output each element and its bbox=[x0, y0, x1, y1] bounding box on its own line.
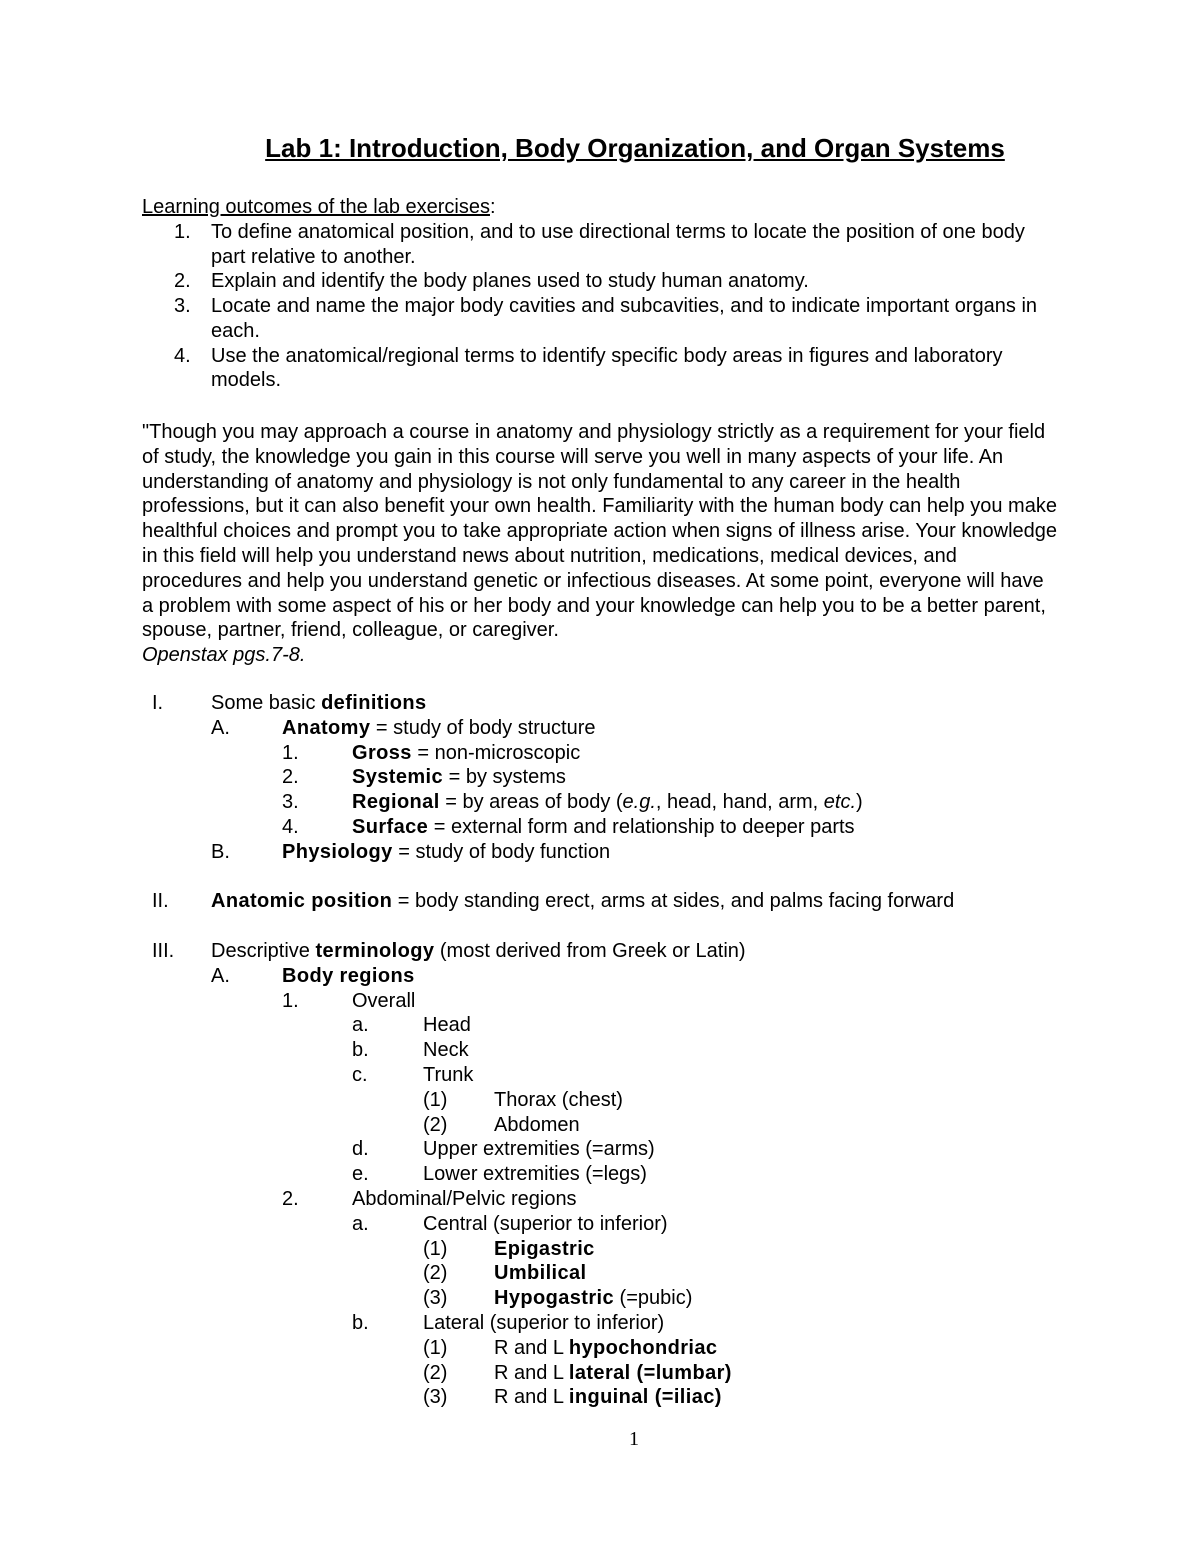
bold-term: inguinal (=iliac) bbox=[568, 1386, 722, 1409]
outcome-text: part relative to another. bbox=[211, 245, 416, 268]
outline-label: II. bbox=[152, 890, 169, 913]
outline-text: Thorax (chest) bbox=[494, 1088, 623, 1111]
outcomes-heading-colon: : bbox=[489, 196, 496, 218]
outline-text: (=pubic) bbox=[614, 1287, 693, 1310]
outline-item bbox=[282, 840, 610, 865]
outline-label: c. bbox=[352, 1064, 368, 1086]
outline-label: (2) bbox=[423, 1113, 448, 1136]
outline-text: = body standing erect, arms at sides, and palms facing forward bbox=[392, 890, 955, 913]
outline-item bbox=[423, 1038, 469, 1063]
bold-term: lateral (=lumbar) bbox=[568, 1361, 732, 1384]
outline-item bbox=[494, 1385, 722, 1410]
outcome-number: 3. bbox=[174, 295, 191, 318]
bold-term: Physiology bbox=[282, 840, 393, 863]
quote-line: "Though you may approach a course in anatomy and physiology strictly as a requirement for your field bbox=[142, 421, 1046, 443]
outline-item bbox=[352, 815, 855, 840]
outline-item bbox=[352, 989, 415, 1014]
page-number: 1 bbox=[629, 1428, 639, 1450]
outline-item bbox=[494, 1088, 623, 1113]
outcome-number: 1. bbox=[174, 221, 191, 243]
outline-text: (most derived from Greek or Latin) bbox=[434, 940, 746, 962]
outline-label: 3. bbox=[282, 791, 299, 814]
outline-label: (2) bbox=[423, 1361, 448, 1384]
citation: Openstax pgs.7-8. bbox=[142, 644, 306, 666]
italic-text: etc. bbox=[823, 791, 857, 814]
outline-item bbox=[282, 716, 596, 741]
outline-item bbox=[352, 741, 580, 766]
outline-label: (2) bbox=[423, 1262, 448, 1285]
outline-label: b. bbox=[352, 1039, 369, 1062]
bold-term: Hypogastric bbox=[494, 1287, 614, 1310]
outline-item bbox=[494, 1361, 732, 1386]
outline-text: Upper extremities (=arms) bbox=[423, 1138, 655, 1161]
outline-item bbox=[423, 1013, 471, 1038]
outline-item bbox=[423, 1063, 473, 1088]
outline-text: R and L bbox=[494, 1361, 569, 1384]
outcomes-heading-text: Learning outcomes of the lab exercises bbox=[142, 196, 490, 218]
bold-term: Anatomic position bbox=[211, 890, 393, 913]
outline-label: 4. bbox=[282, 816, 299, 838]
bold-term: Umbilical bbox=[494, 1262, 587, 1285]
outline-text: = by areas of body ( bbox=[439, 791, 623, 814]
outline-label: (3) bbox=[423, 1386, 448, 1409]
outline-text: Trunk bbox=[423, 1064, 474, 1086]
outcome-text: Explain and identify the body planes used to study human anatomy. bbox=[211, 270, 809, 293]
outline-text: Descriptive bbox=[211, 940, 316, 962]
outline-label: A. bbox=[211, 964, 230, 987]
outline-label: A. bbox=[211, 716, 230, 739]
italic-text: e.g. bbox=[622, 791, 656, 814]
outcome-number: 4. bbox=[174, 344, 191, 367]
outline-item bbox=[494, 1286, 692, 1311]
outline-text: = study of body function bbox=[392, 840, 611, 863]
outline-item bbox=[494, 1113, 580, 1138]
outline-label: a. bbox=[352, 1014, 369, 1037]
outline-label: (3) bbox=[423, 1287, 448, 1310]
outline-text: Lower extremities (=legs) bbox=[423, 1163, 647, 1186]
outline-item bbox=[352, 790, 863, 815]
outline-item bbox=[423, 1311, 664, 1336]
bold-term: Anatomy bbox=[282, 716, 371, 739]
outline-label: 2. bbox=[282, 1188, 299, 1210]
outline-label: (1) bbox=[423, 1336, 448, 1359]
bold-term: Body regions bbox=[282, 964, 415, 987]
outline-text: , head, hand, arm, bbox=[655, 791, 824, 814]
outline-item bbox=[211, 889, 954, 914]
quote-line: healthful choices and prompt you to take appropriate action when signs of illness arise. Your knowledge bbox=[142, 520, 1058, 543]
bold-term: Gross bbox=[352, 741, 412, 764]
outcome-text: models. bbox=[211, 369, 282, 392]
bold-term: terminology bbox=[315, 940, 435, 962]
outline-label: (1) bbox=[423, 1088, 448, 1111]
outline-label: d. bbox=[352, 1138, 369, 1161]
outline-label: a. bbox=[352, 1212, 369, 1235]
quote-line: procedures and help you understand genetic or infectious diseases. At some point, everyone will have bbox=[142, 569, 1044, 592]
outline-item bbox=[423, 1137, 655, 1162]
quote-line: in this field will help you understand news about nutrition, medications, medical devices, and bbox=[142, 545, 957, 567]
quote-line: spouse, partner, friend, colleague, or caregiver. bbox=[142, 619, 559, 642]
outline-label: 1. bbox=[282, 989, 299, 1012]
outline-item bbox=[282, 964, 415, 989]
quote-line: a problem with some aspect of his or her body and your knowledge can help you to be a better parent, bbox=[142, 594, 1046, 617]
outline-item bbox=[494, 1261, 587, 1286]
outline-text: Lateral (superior to inferior) bbox=[423, 1312, 665, 1334]
outcomes-heading bbox=[142, 195, 496, 220]
bold-term: Systemic bbox=[352, 766, 444, 789]
outline-label: B. bbox=[211, 840, 230, 863]
page-title: Lab 1: Introduction, Body Organization, and Organ Systems bbox=[265, 133, 1005, 163]
bold-term: Surface bbox=[352, 816, 429, 838]
quote-line: of study, the knowledge you gain in this course will serve you well in many aspects of your life. An bbox=[142, 445, 1004, 468]
outline-item bbox=[211, 691, 427, 716]
outline-label: I. bbox=[152, 692, 164, 714]
outline-item bbox=[211, 939, 746, 964]
outline-label: b. bbox=[352, 1312, 369, 1334]
outcome-number: 2. bbox=[174, 270, 191, 293]
outline-text: = study of body structure bbox=[370, 716, 596, 739]
outline-text: R and L bbox=[494, 1336, 569, 1359]
outline-item bbox=[423, 1212, 668, 1237]
outline-text: R and L bbox=[494, 1386, 569, 1409]
outline-text: = external form and relationship to deeper parts bbox=[428, 816, 855, 838]
outline-text: Abdomen bbox=[494, 1113, 580, 1136]
quote-line: understanding of anatomy and physiology is not only fundamental to any career in the health bbox=[142, 470, 961, 493]
outline-item bbox=[494, 1237, 595, 1262]
outline-item bbox=[423, 1162, 647, 1187]
outline-text: Neck bbox=[423, 1039, 469, 1062]
outline-text: Overall bbox=[352, 989, 416, 1012]
outline-label: 1. bbox=[282, 741, 299, 764]
outline-label: III. bbox=[152, 940, 175, 962]
outline-item bbox=[352, 1187, 577, 1212]
outline-text: Abdominal/Pelvic regions bbox=[352, 1188, 577, 1210]
outline-item bbox=[352, 765, 566, 790]
bold-term: Epigastric bbox=[494, 1237, 595, 1260]
outline-text: Head bbox=[423, 1014, 471, 1037]
outcome-text: Locate and name the major body cavities and subcavities, and to indicate important organs in bbox=[211, 295, 1038, 318]
outline-label: (1) bbox=[423, 1237, 448, 1260]
outline-label: 2. bbox=[282, 766, 299, 789]
outline-text: Some basic bbox=[211, 692, 322, 714]
outline-text: ) bbox=[856, 791, 863, 814]
outline-text: Central (superior to inferior) bbox=[423, 1212, 668, 1235]
bold-term: definitions bbox=[321, 692, 427, 714]
bold-term: Regional bbox=[352, 791, 440, 814]
outcome-text: Use the anatomical/regional terms to identify specific body areas in figures and laboratory bbox=[211, 344, 1003, 367]
outcome-text: each. bbox=[211, 319, 260, 342]
outcome-text: To define anatomical position, and to use directional terms to locate the position of one body bbox=[211, 221, 1025, 243]
outline-label: e. bbox=[352, 1163, 369, 1186]
outline-text: = by systems bbox=[443, 766, 566, 789]
quote-line: professions, but it can also benefit your own health. Familiarity with the human body can help you make bbox=[142, 495, 1057, 518]
outline-item bbox=[494, 1336, 717, 1361]
outline-text: = non-microscopic bbox=[411, 741, 581, 764]
bold-term: hypochondriac bbox=[568, 1336, 718, 1359]
